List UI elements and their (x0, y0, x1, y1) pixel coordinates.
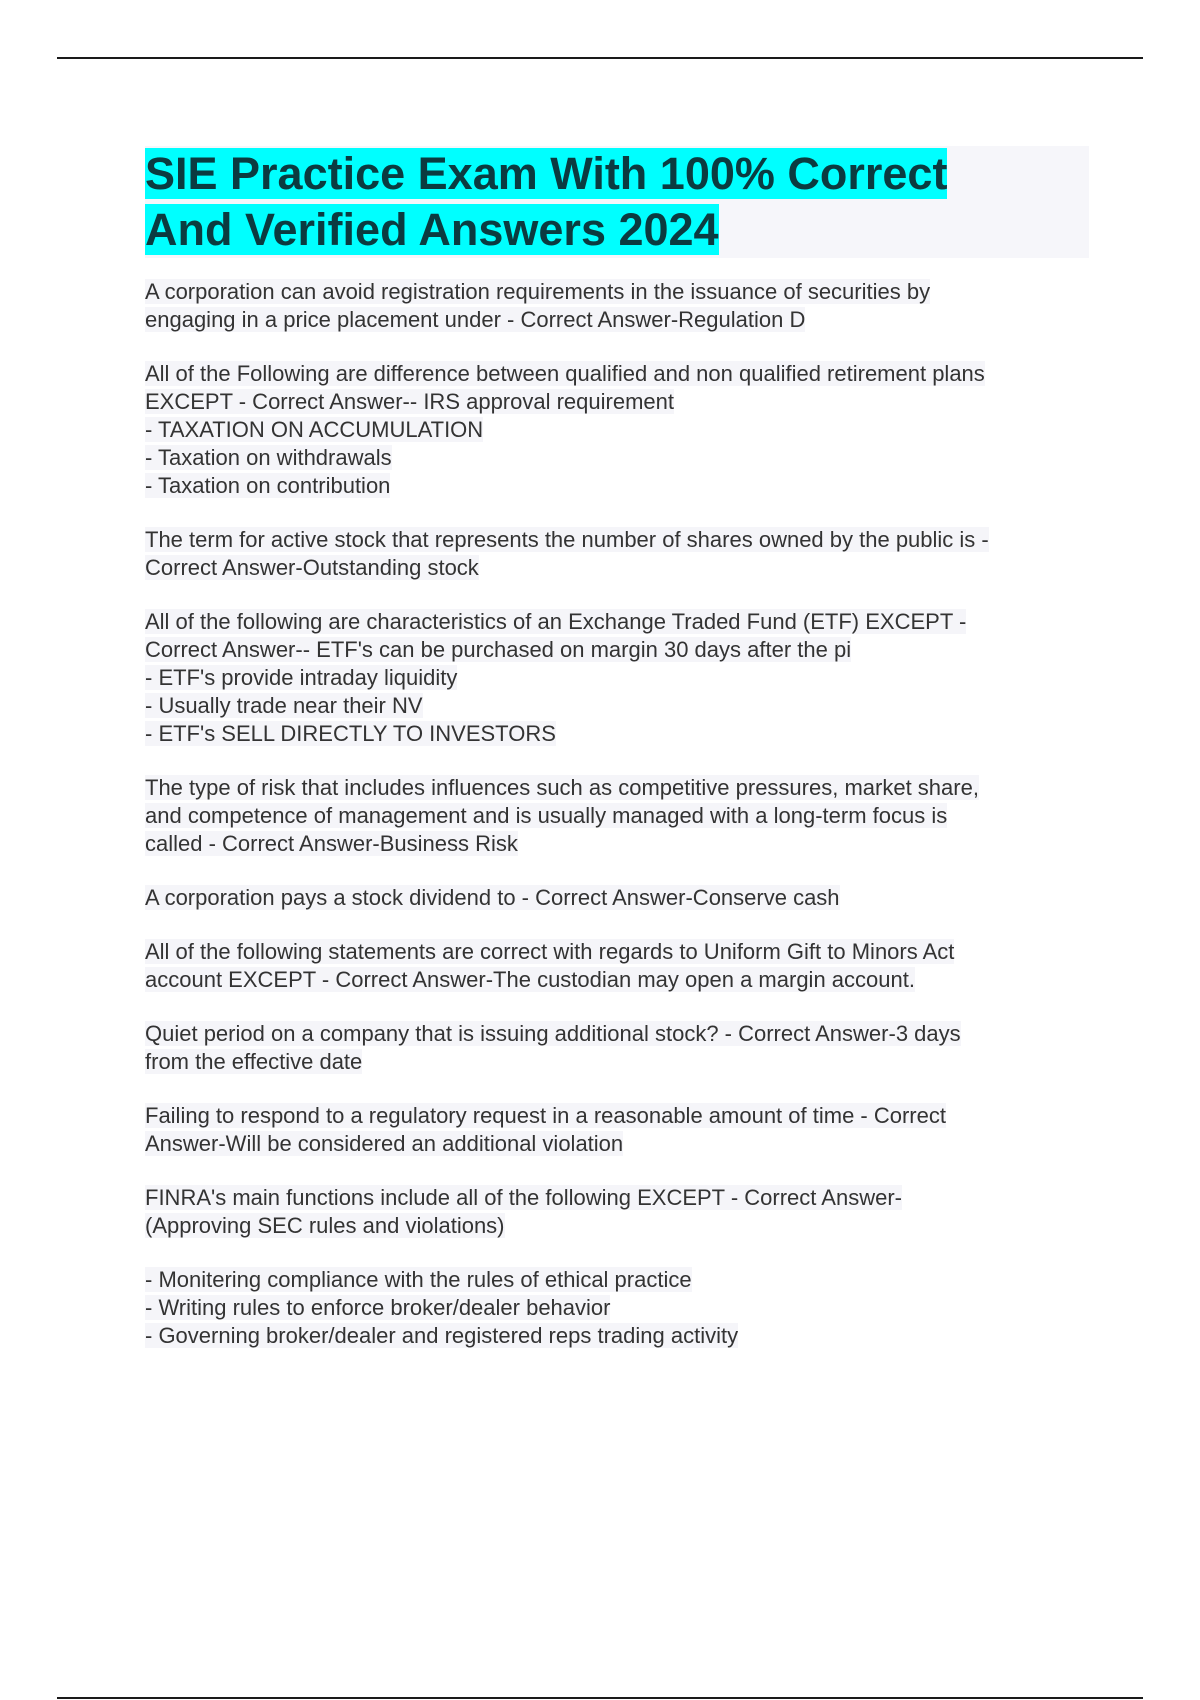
title-line-1: SIE Practice Exam With 100% Correct (145, 148, 948, 199)
qa-text: Correct Answer-- ETF's can be purchased on margin 30 days after the pi (145, 637, 852, 662)
qa-text: All of the following are characteristics of an Exchange Traded Fund (ETF) EXCEPT - (145, 609, 967, 634)
qa-item-8 (145, 1020, 1089, 1076)
qa-text: FINRA's main functions include all of the following EXCEPT - Correct Answer- (145, 1185, 902, 1210)
qa-option: - Governing broker/dealer and registered reps trading activity (145, 1323, 739, 1348)
qa-text: A corporation pays a stock dividend to - Correct Answer-Conserve cash (145, 885, 840, 910)
qa-text: and competence of management and is usually managed with a long-term focus is (145, 803, 948, 828)
qa-text: All of the Following are difference between qualified and non qualified retirement plans (145, 361, 985, 386)
bottom-rule (57, 1697, 1143, 1699)
qa-text: Answer-Will be considered an additional violation (145, 1131, 624, 1156)
qa-item-6 (145, 884, 1089, 912)
qa-option: - ETF's SELL DIRECTLY TO INVESTORS (145, 721, 556, 746)
qa-item-10-options (145, 1266, 1089, 1350)
qa-option: - Usually trade near their NV (145, 693, 423, 718)
qa-text: EXCEPT - Correct Answer-- IRS approval requirement (145, 389, 674, 414)
document-body (145, 146, 1089, 1376)
qa-item-7 (145, 938, 1089, 994)
qa-text: A corporation can avoid registration requirements in the issuance of securities by (145, 279, 931, 304)
qa-option: - TAXATION ON ACCUMULATION (145, 417, 484, 442)
qa-item-2 (145, 360, 1089, 500)
qa-option: - Taxation on withdrawals (145, 445, 392, 470)
qa-item-3 (145, 526, 1089, 582)
document-title (145, 146, 1089, 258)
qa-text: Quiet period on a company that is issuing additional stock? - Correct Answer-3 days (145, 1021, 961, 1046)
title-line-2: And Verified Answers 2024 (145, 204, 719, 255)
qa-text: (Approving SEC rules and violations) (145, 1213, 505, 1238)
qa-option: - ETF's provide intraday liquidity (145, 665, 458, 690)
top-rule (57, 57, 1143, 59)
qa-option: - Writing rules to enforce broker/dealer behavior (145, 1295, 611, 1320)
qa-item-9 (145, 1102, 1089, 1158)
qa-text: called - Correct Answer-Business Risk (145, 831, 518, 856)
qa-text: account EXCEPT - Correct Answer-The custodian may open a margin account. (145, 967, 915, 992)
qa-option: - Taxation on contribution (145, 473, 391, 498)
qa-text: The term for active stock that represents the number of shares owned by the public is - (145, 527, 989, 552)
qa-option: - Monitering compliance with the rules of ethical practice (145, 1267, 692, 1292)
title-block (145, 146, 1089, 258)
qa-item-10 (145, 1184, 1089, 1240)
qa-text: Correct Answer-Outstanding stock (145, 555, 479, 580)
qa-text: The type of risk that includes influences such as competitive pressures, market share, (145, 775, 979, 800)
qa-text: Failing to respond to a regulatory request in a reasonable amount of time - Correct (145, 1103, 946, 1128)
qa-item-5 (145, 774, 1089, 858)
qa-item-1 (145, 278, 1089, 334)
qa-text: from the effective date (145, 1049, 363, 1074)
qa-text: engaging in a price placement under - Correct Answer-Regulation D (145, 307, 806, 332)
qa-item-4 (145, 608, 1089, 748)
qa-text: All of the following statements are correct with regards to Uniform Gift to Minors Act (145, 939, 955, 964)
